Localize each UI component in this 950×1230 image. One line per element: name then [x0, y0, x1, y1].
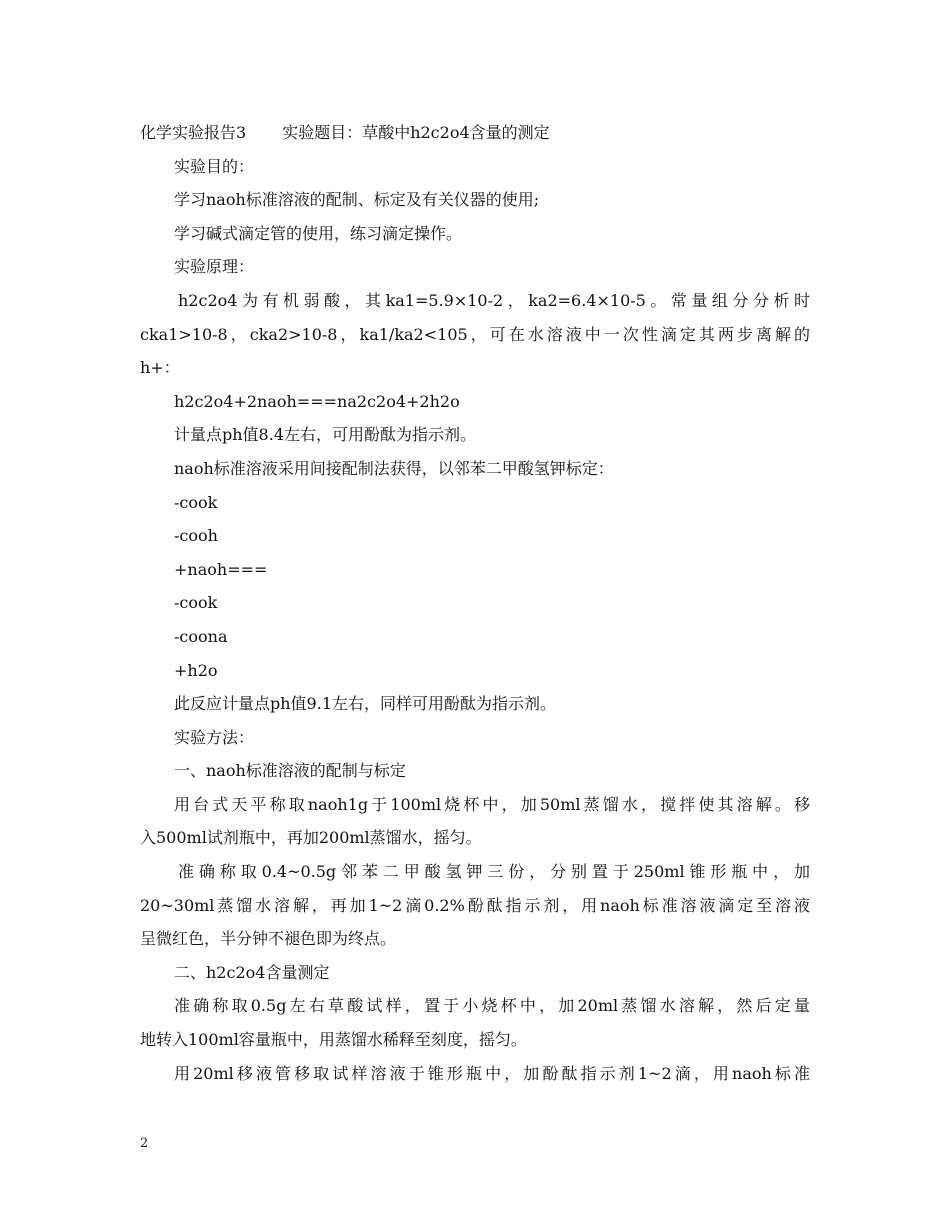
paragraph: 用20ml移液管移取试样溶液于锥形瓶中，加酚酞指示剂1~2滴，用naoh标准	[174, 1063, 810, 1083]
report-number: 化学实验报告3	[140, 123, 247, 142]
section-heading-purpose: 实验目的：	[174, 156, 255, 176]
paragraph: 此反应计量点ph值9.1左右，同样可用酚酞为指示剂。	[174, 694, 556, 714]
paragraph: 呈微红色，半分钟不褪色即为终点。	[140, 929, 397, 949]
experiment-title: 实验题目：草酸中h2c2o4含量的测定	[282, 123, 550, 142]
subsection-heading: 一、naoh标准溶液的配制与标定	[174, 761, 406, 781]
paragraph: 用台式天平称取naoh1g于100ml烧杯中，加50ml蒸馏水，搅拌使其溶解。移	[174, 794, 810, 814]
formula-line: -coona	[174, 626, 228, 646]
formula-line: +h2o	[174, 660, 218, 680]
paragraph: 地转入100ml容量瓶中，用蒸馏水稀释至刻度，摇匀。	[140, 1030, 527, 1050]
paragraph: h+：	[140, 358, 180, 378]
paragraph: 准确称取0.4~0.5g邻苯二甲酸氢钾三份，分别置于250ml锥形瓶中，加	[178, 862, 810, 882]
paragraph: 计量点ph值8.4左右，可用酚酞为指示剂。	[174, 425, 476, 445]
paragraph: 准确称取0.5g左右草酸试样，置于小烧杯中，加20ml蒸馏水溶解，然后定量	[174, 996, 810, 1016]
document-body	[140, 116, 810, 1090]
formula-line: -cook	[174, 492, 218, 512]
paragraph: 学习碱式滴定管的使用，练习滴定操作。	[174, 223, 463, 243]
formula-line: +naoh===	[174, 559, 268, 579]
section-heading-principle: 实验原理：	[174, 257, 255, 277]
paragraph: 20~30ml蒸馏水溶解，再加1~2滴0.2%酚酞指示剂，用naoh标准溶液滴定至溶液	[140, 895, 810, 915]
equation: h2c2o4+2naoh===na2c2o4+2h2o	[174, 391, 460, 411]
paragraph: naoh标准溶液采用间接配制法获得，以邻苯二甲酸氢钾标定：	[174, 458, 614, 478]
paragraph: 入500ml试剂瓶中，再加200ml蒸馏水，摇匀。	[140, 828, 482, 848]
paragraph: h2c2o4为有机弱酸，其ka1=5.9×10-2，ka2=6.4×10-5。常量组分分析时	[178, 290, 810, 310]
formula-line: -cooh	[174, 526, 218, 546]
paragraph: 学习naoh标准溶液的配制、标定及有关仪器的使用;	[174, 190, 540, 210]
section-heading-method: 实验方法：	[174, 727, 255, 747]
document-title	[140, 116, 810, 150]
paragraph: cka1>10-8，cka2>10-8，ka1/ka2<105，可在水溶液中一次性滴定其两步离解的	[140, 324, 810, 344]
page-number: 2	[140, 1136, 149, 1151]
subsection-heading: 二、h2c2o4含量测定	[174, 962, 330, 982]
formula-line: -cook	[174, 593, 218, 613]
